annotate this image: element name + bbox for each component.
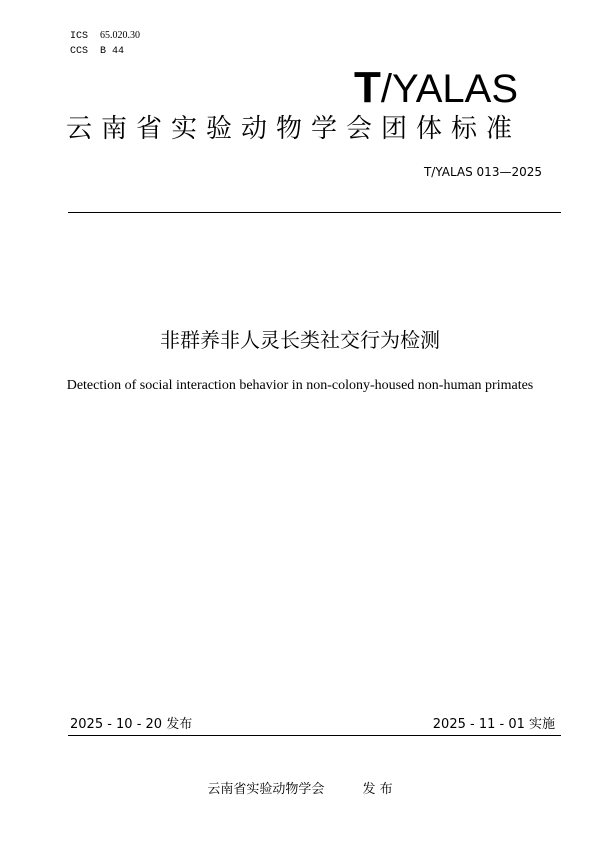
ccs-code bbox=[70, 46, 124, 58]
standard-number: T/YALAS 013—2025 bbox=[423, 165, 542, 179]
publisher-action: 发 布 bbox=[362, 782, 393, 797]
ccs-label: CCS bbox=[70, 46, 89, 57]
release-date: 2025 - 10 - 20 发布 bbox=[70, 717, 193, 732]
document-title-english: Detection of social interaction behavior in non-colony-housed non-human primates bbox=[66, 378, 534, 393]
implementation-date: 2025 - 11 - 01 实施 bbox=[432, 717, 555, 732]
logo-suffix: /YALAS bbox=[380, 67, 518, 111]
document-title-chinese: 非群养非人灵长类社交行为检测 bbox=[160, 328, 440, 352]
ics-label: ICS bbox=[70, 31, 89, 42]
publisher-line bbox=[0, 781, 600, 799]
publisher-org: 云南省实验动物学会 bbox=[207, 782, 325, 797]
ics-code bbox=[70, 30, 140, 43]
top-divider bbox=[68, 212, 561, 213]
bottom-divider bbox=[68, 735, 561, 736]
ics-value: 65.020.30 bbox=[100, 30, 141, 41]
logo-prefix: T bbox=[354, 63, 381, 112]
standard-logo bbox=[354, 63, 518, 112]
standard-type-heading: 云南省实验动物学会团体标准 bbox=[66, 114, 522, 144]
ccs-value: B 44 bbox=[100, 46, 125, 57]
